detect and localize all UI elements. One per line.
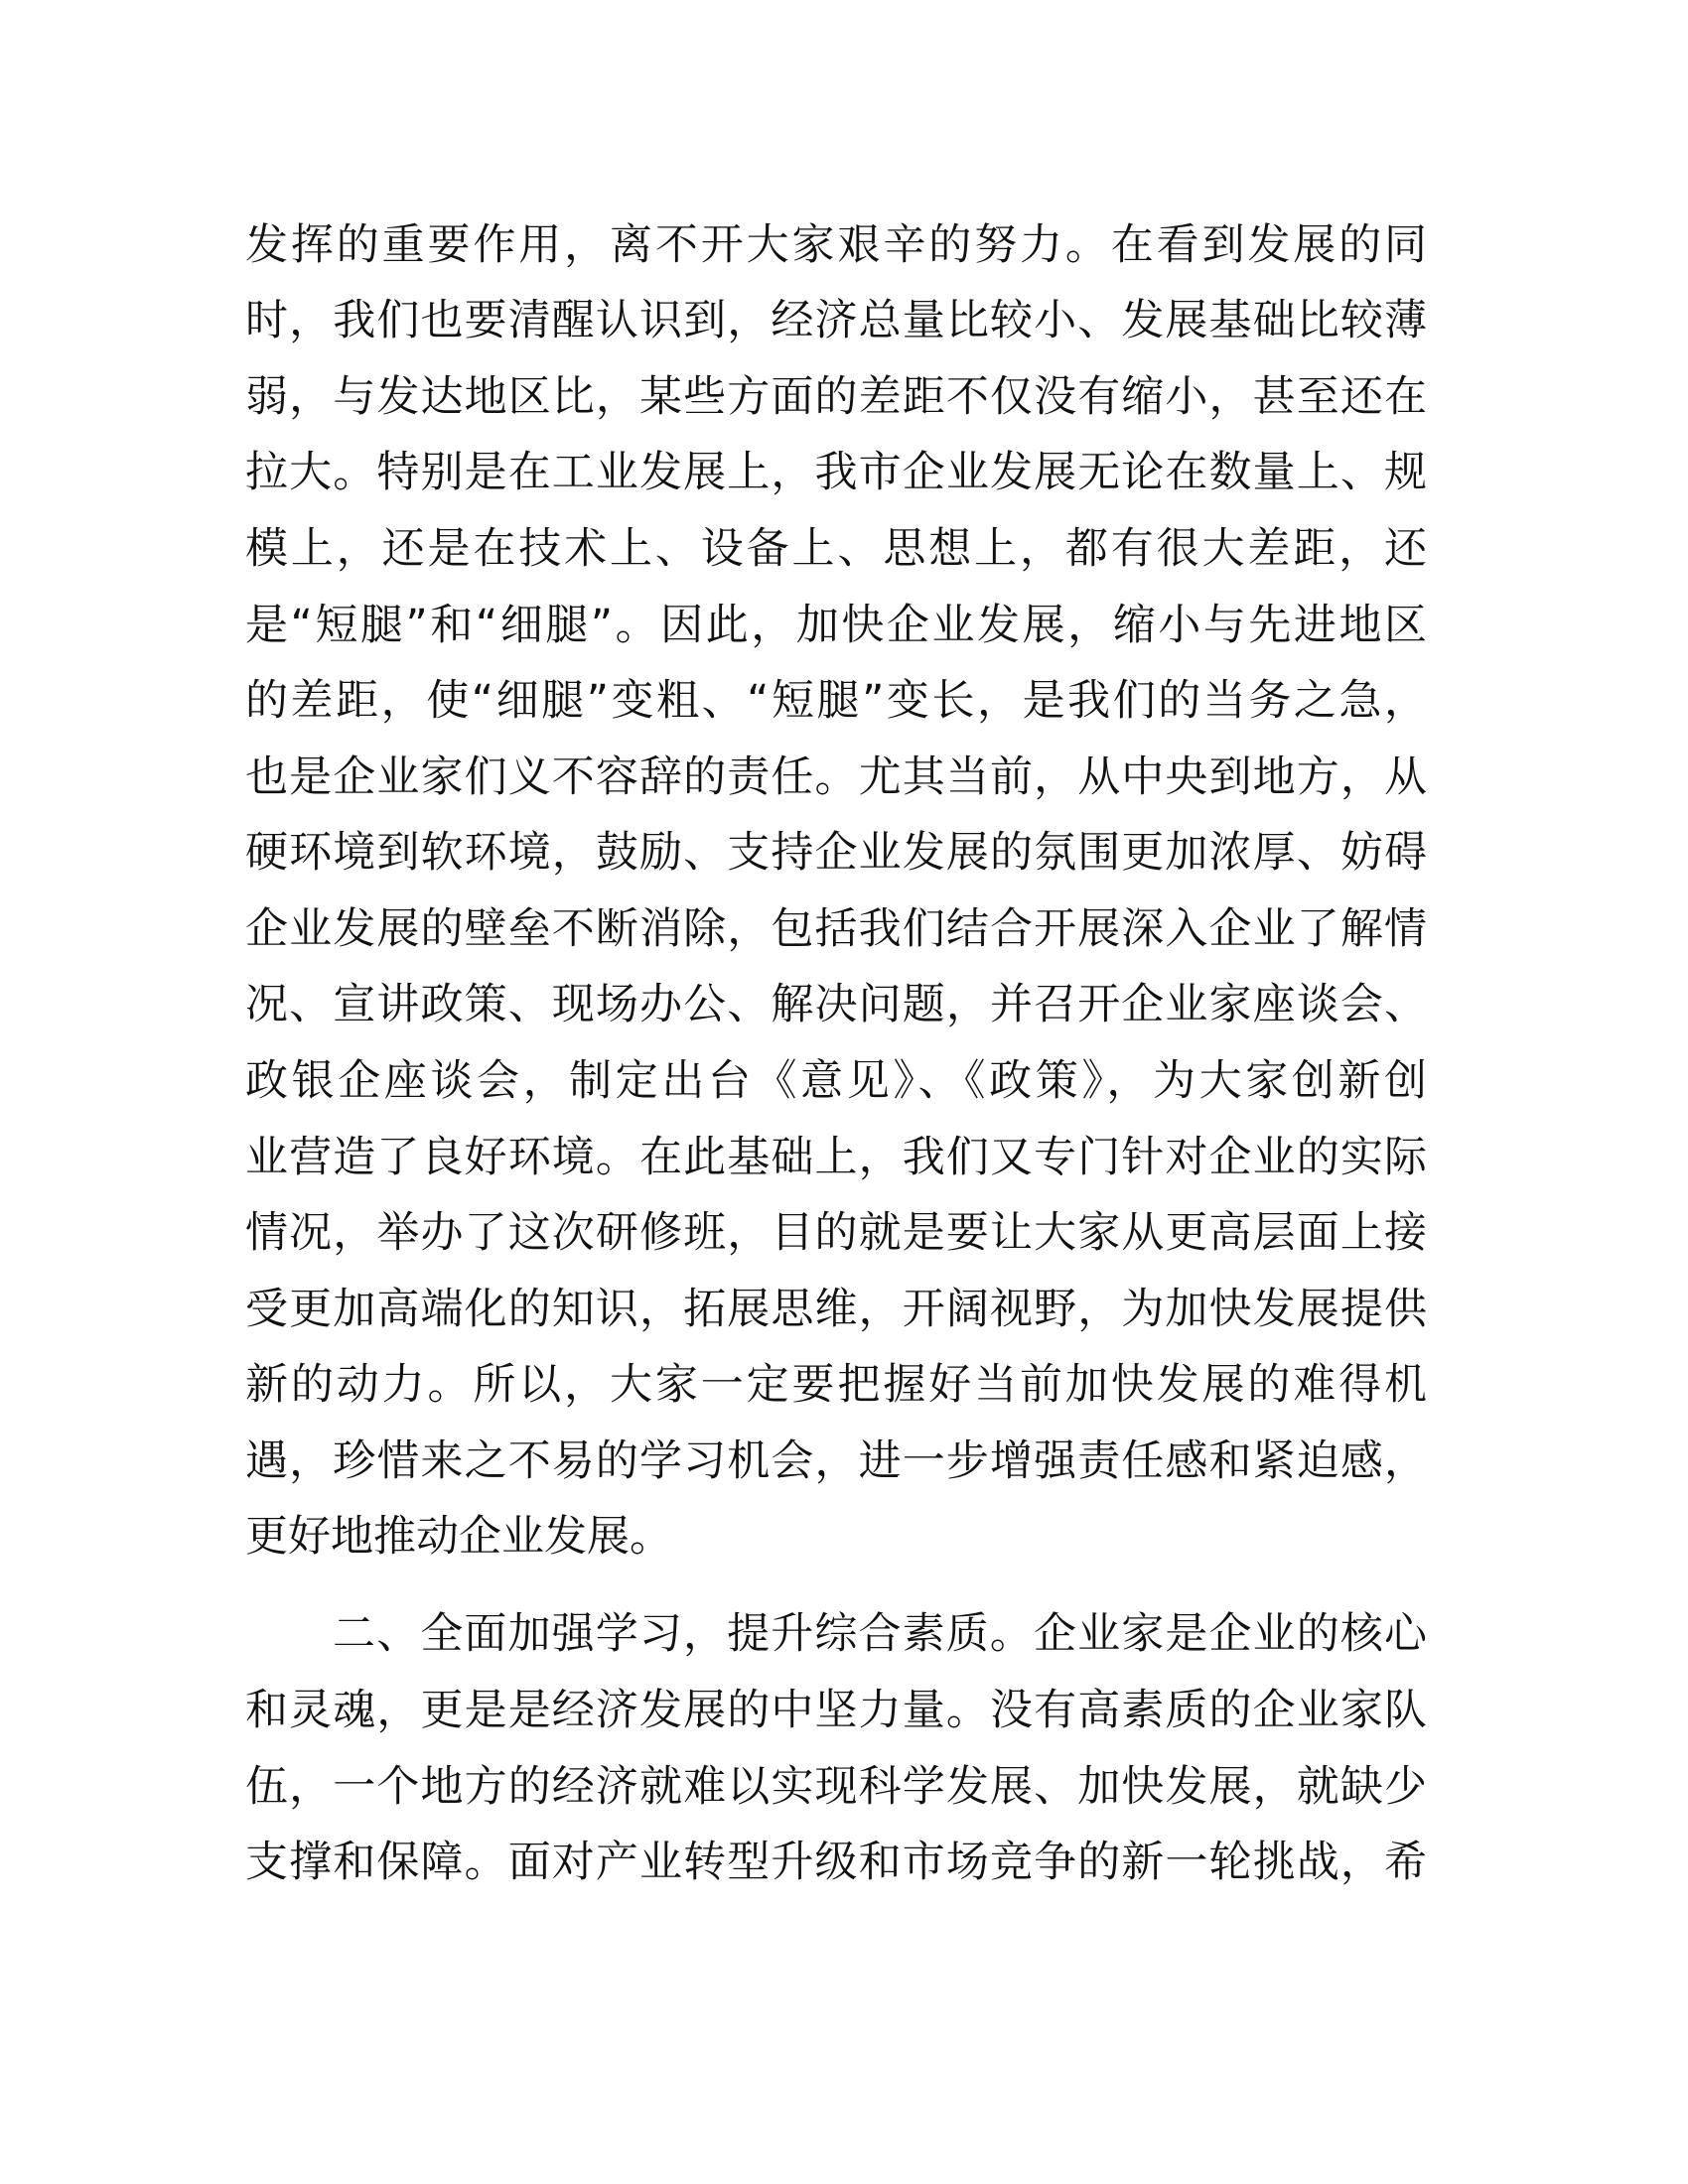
text-line: 和灵魂，更是是经济发展的中坚力量。没有高素质的企业家队	[245, 1686, 1427, 1735]
text-line: 的差距，使“细腿”变粗、“短腿”变长，是我们的当务之急，	[245, 676, 1427, 726]
text-line: 是“短腿”和“细腿”。因此，加快企业发展，缩小与先进地区	[245, 601, 1427, 650]
text-line: 发挥的重要作用，离不开大家艰辛的努力。在看到发展的同	[245, 220, 1427, 270]
text-line: 二、全面加强学习，提升综合素质。企业家是企业的核心	[333, 1609, 1427, 1659]
text-line: 伍，一个地方的经济就难以实现科学发展、加快发展，就缺少	[245, 1762, 1427, 1812]
text-line: 情况，举办了这次研修班，目的就是要让大家从更高层面上接	[245, 1208, 1427, 1258]
text-line: 模上，还是在技术上、设备上、思想上，都有很大差距，还	[245, 524, 1427, 574]
text-line: 政银企座谈会，制定出台《意见》、《政策》，为大家创新创	[245, 1056, 1427, 1106]
text-line: 受更加高端化的知识，拓展思维，开阔视野，为加快发展提供	[245, 1285, 1427, 1334]
text-line: 更好地推动企业发展。	[245, 1512, 672, 1562]
text-line: 弱，与发达地区比，某些方面的差距不仅没有缩小，甚至还在	[245, 372, 1427, 422]
text-line: 硬环境到软环境，鼓励、支持企业发展的氛围更加浓厚、妨碍	[245, 828, 1427, 878]
text-line: 支撑和保障。面对产业转型升级和市场竞争的新一轮挑战，希	[245, 1838, 1427, 1887]
text-line: 也是企业家们义不容辞的责任。尤其当前，从中央到地方，从	[245, 752, 1427, 802]
text-line: 新的动力。所以，大家一定要把握好当前加快发展的难得机	[245, 1360, 1427, 1410]
text-line: 拉大。特别是在工业发展上，我市企业发展无论在数量上、规	[245, 448, 1427, 497]
text-line: 企业发展的壁垒不断消除，包括我们结合开展深入企业了解情	[245, 904, 1427, 954]
text-line: 时，我们也要清醒认识到，经济总量比较小、发展基础比较薄	[245, 296, 1427, 345]
text-line: 业营造了良好环境。在此基础上，我们又专门针对企业的实际	[245, 1133, 1427, 1182]
text-line: 况、宣讲政策、现场办公、解决问题，并召开企业家座谈会、	[245, 980, 1427, 1029]
text-line: 遇，珍惜来之不易的学习机会，进一步增强责任感和紧迫感，	[245, 1436, 1427, 1486]
